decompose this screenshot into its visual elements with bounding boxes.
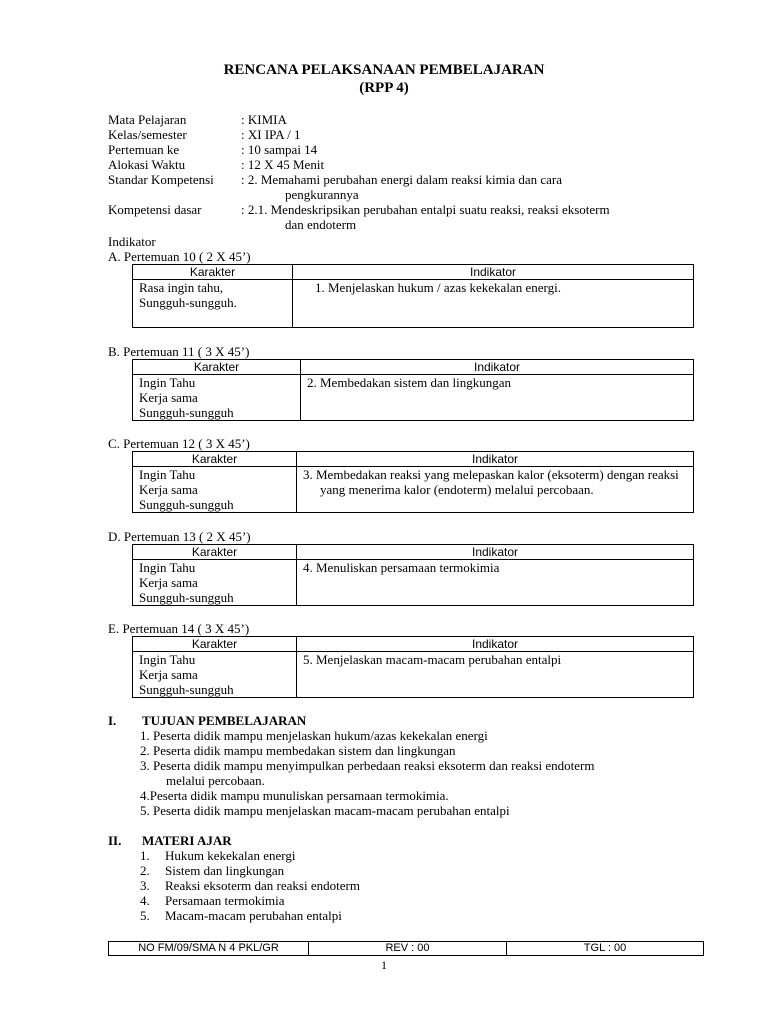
list-item [140,848,360,863]
table-header-row [133,637,694,652]
karakter-cell: Ingin Tahu Kerja sama Sungguh-sungguh [133,375,301,421]
footer-revision: REV : 00 [309,942,507,956]
page-number: 1 [381,958,387,972]
karakter-header: Karakter [133,637,297,652]
list-item: 4.Peserta didik mampu munuliskan persamaan termokimia. [140,788,449,803]
karakter-header: Karakter [133,360,301,375]
indikator-heading: Indikator [108,234,156,249]
indikator-header: Indikator [297,545,694,560]
section-heading: B. Pertemuan 11 ( 3 X 45’) [108,344,250,359]
meta-label: Pertemuan ke [108,142,180,157]
document-subtitle: (RPP 4) [359,80,409,96]
table-header-row [133,360,694,375]
materi-list [140,848,360,923]
indikator-cell [297,467,694,513]
table-header-row [133,265,694,280]
list-number: 3. [140,878,150,893]
identity-block [108,112,688,232]
meta-row [108,112,688,127]
meta-label: Standar Kompetensi [108,172,214,187]
indikator-cell: 1. Menjelaskan hukum / azas kekekalan energi. [293,280,694,328]
section-title: MATERI AJAR [142,833,232,848]
meta-value: : XI IPA / 1 [241,127,301,142]
table-row [133,280,694,328]
list-item [140,863,360,878]
table-row [133,652,694,698]
meta-value: : KIMIA [241,112,287,127]
table-header-row [133,452,694,467]
list-item: 2. Peserta didik mampu membedakan sistem dan lingkungan [140,743,456,758]
section-heading: E. Pertemuan 14 ( 3 X 45’) [108,621,250,636]
list-item [140,908,360,923]
indicator-table [132,451,694,513]
meta-row [108,202,688,232]
table-row [133,560,694,606]
list-text: Macam-macam perubahan entalpi [165,908,342,923]
meta-label: Alokasi Waktu [108,157,186,172]
meta-value: : 12 X 45 Menit [241,157,325,172]
meta-row [108,127,688,142]
footer-date: TGL : 00 [507,942,704,956]
meta-value-continuation: pengkurannya [285,187,359,202]
indikator-text: 3. Membedakan reaksi yang melepaskan kalor (eksoterm) dengan reaksi yang menerima kalor (endoterm) melalui percobaan. [303,467,679,497]
table-row [133,375,694,421]
meta-value: : 10 sampai 14 [241,142,318,157]
list-number: 5. [140,908,150,923]
karakter-cell: Ingin Tahu Kerja sama Sungguh-sungguh [133,560,297,606]
section-heading: A. Pertemuan 10 ( 2 X 45’) [108,249,251,264]
karakter-cell: Ingin Tahu Kerja sama Sungguh-sungguh [133,652,297,698]
footer-row [109,942,704,956]
indikator-header: Indikator [297,637,694,652]
indikator-header: Indikator [293,265,694,280]
list-item: 1. Peserta didik mampu menjelaskan hukum/azas kekekalan energi [140,728,488,743]
section-number: I. [108,713,117,728]
meta-row [108,157,688,172]
meta-value-text: : 2.1. Mendeskripsikan perubahan entalpi suatu reaksi, reaksi eksoterm [241,202,610,217]
meta-label: Mata Pelajaran [108,112,187,127]
list-number: 2. [140,863,150,878]
list-text: Reaksi eksoterm dan reaksi endoterm [165,878,360,893]
indikator-cell: 2. Membedakan sistem dan lingkungan [301,375,694,421]
materi-heading [108,833,232,848]
list-item: 3. Peserta didik mampu menyimpulkan perbedaan reaksi eksoterm dan reaksi endoterm [140,758,595,773]
karakter-cell: Rasa ingin tahu, Sungguh-sungguh. [133,280,293,328]
list-item: 5. Peserta didik mampu menjelaskan macam-macam perubahan entalpi [140,803,510,818]
karakter-header: Karakter [133,452,297,467]
indicator-table [132,636,694,698]
meta-value [241,172,688,202]
karakter-header: Karakter [133,545,297,560]
indikator-cell: 5. Menjelaskan macam-macam perubahan entalpi [297,652,694,698]
section-heading: D. Pertemuan 13 ( 2 X 45’) [108,529,251,544]
footer-doc-number: NO FM/09/SMA N 4 PKL/GR [109,942,309,956]
document-title: RENCANA PELAKSANAAN PEMBELAJARAN [223,62,545,78]
section-title: TUJUAN PEMBELAJARAN [142,713,307,728]
meta-value [241,202,688,232]
meta-row [108,142,688,157]
list-item [140,878,360,893]
table-header-row [133,545,694,560]
karakter-header: Karakter [133,265,293,280]
meta-value-continuation: dan endoterm [285,217,357,232]
meta-label: Kelas/semester [108,127,187,142]
tujuan-list [140,728,700,818]
indicator-table [132,359,694,421]
indicator-table [132,544,694,606]
indikator-header: Indikator [297,452,694,467]
indikator-cell: 4. Menuliskan persamaan termokimia [297,560,694,606]
section-number: II. [108,833,122,848]
table-row [133,467,694,513]
section-heading: C. Pertemuan 12 ( 3 X 45’) [108,436,250,451]
list-text: Hukum kekekalan energi [165,848,296,863]
indicator-table [132,264,694,328]
list-number: 1. [140,848,150,863]
list-text: Sistem dan lingkungan [165,863,285,878]
indikator-header: Indikator [301,360,694,375]
meta-value-text: : 2. Memahami perubahan energi dalam reaksi kimia dan cara [241,172,563,187]
list-number: 4. [140,893,150,908]
list-text: Persamaan termokimia [165,893,285,908]
list-item-continuation: melalui percobaan. [166,773,265,788]
karakter-cell: Ingin Tahu Kerja sama Sungguh-sungguh [133,467,297,513]
footer-table [108,941,704,956]
meta-label: Kompetensi dasar [108,202,202,217]
meta-row [108,172,688,202]
tujuan-heading [108,713,306,728]
list-item [140,893,360,908]
